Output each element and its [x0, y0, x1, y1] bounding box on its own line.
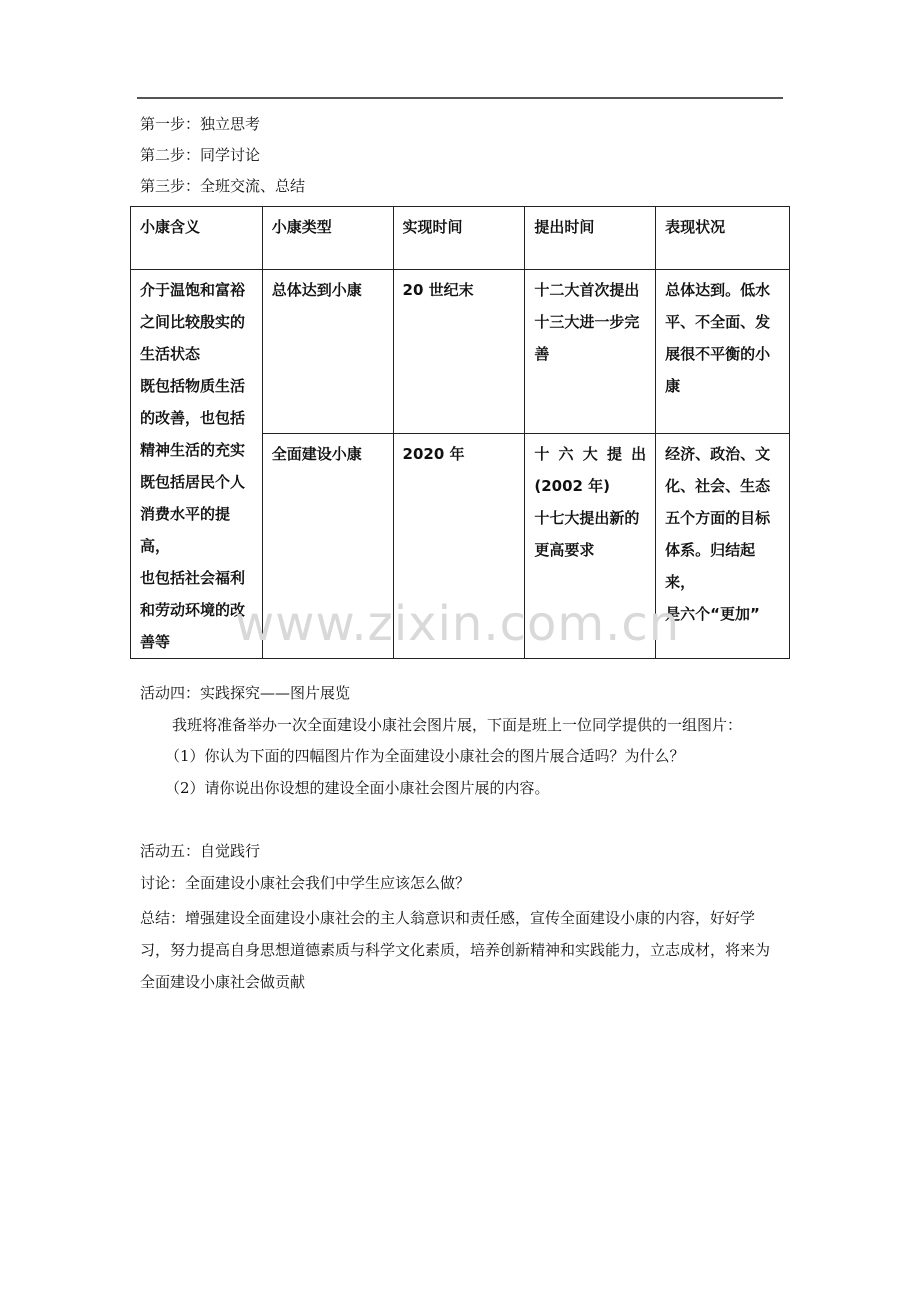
step-1: 第一步：独立思考 [140, 115, 261, 133]
header-rule [137, 97, 783, 99]
activity5-summary: 总结：增强建设全面建设小康社会的主人翁意识和责任感，宣传全面建设小康的内容，好好学习，努力提高自身思想道德素质与科学文化素质，培养创新精神和实践能力，立志成材，将来为全面建设小康社会做贡献 [140, 909, 771, 991]
type-cell: 全面建设小康 [262, 433, 393, 658]
proposed-line: 更高要求 [534, 540, 595, 559]
activity4-question-1: （1）你认为下面的四幅图片作为全面建设小康社会的图片展合适吗？为什么？ [165, 747, 685, 765]
header-meaning: 小康含义 [131, 207, 263, 270]
step-3: 第三步：全班交流、总结 [140, 177, 306, 195]
header-realization-time: 实现时间 [393, 207, 525, 270]
status-cell [656, 270, 790, 434]
header-proposed-time: 提出时间 [525, 207, 656, 270]
table-row [131, 270, 790, 434]
status-line: 五个方面的目标 [665, 508, 771, 527]
status-line: 经济、政治、文 [665, 444, 771, 463]
header-status: 表现状况 [656, 207, 790, 270]
meaning-line: 介于温饱和富裕 [140, 281, 246, 299]
header-type: 小康类型 [262, 207, 393, 270]
meaning-line: 生活状态 [140, 345, 201, 363]
meaning-line: 和劳动环境的改 [140, 601, 246, 619]
meaning-line: 之间比较殷实的 [140, 313, 246, 331]
meaning-line: 也包括社会福利 [140, 569, 246, 587]
time-cell: 2020 年 [393, 433, 525, 658]
meaning-line: 的改善，也包括 [140, 409, 246, 427]
status-line: 总体达到。低水 [665, 281, 771, 299]
status-line: 化、社会、生态 [665, 476, 771, 495]
proposed-line: 十三大进一步完 [534, 313, 640, 331]
activity5-title: 活动五：自觉践行 [140, 842, 261, 860]
proposed-cell [525, 270, 656, 434]
proposed-line: (2002 年) [534, 476, 611, 495]
status-line: 康 [665, 377, 681, 395]
meaning-line: 精神生活的充实 [140, 441, 246, 459]
status-line: 体系。归结起来， [665, 540, 756, 591]
proposed-line: 善 [534, 345, 550, 363]
status-line: 平、不全面、发 [665, 313, 771, 331]
type-cell: 总体达到小康 [262, 270, 393, 434]
table-header-row [131, 207, 790, 270]
proposed-line: 十二大首次提出 [534, 281, 640, 299]
proposed-line: 十六大提出 [534, 444, 647, 463]
watermark: www.zixin.com.cn [235, 596, 681, 652]
meaning-line: 既包括居民个人 [140, 473, 246, 491]
status-line: 是六个“更加” [665, 604, 760, 623]
activity4-intro: 我班将准备举办一次全面建设小康社会图片展，下面是班上一位同学提供的一组图片： [172, 716, 743, 734]
step-2: 第二步：同学讨论 [140, 146, 261, 164]
meaning-line: 既包括物质生活 [140, 377, 246, 395]
meaning-line: 消费水平的提高， [140, 505, 231, 555]
status-line: 展很不平衡的小 [665, 345, 771, 363]
activity5-discussion: 讨论：全面建设小康社会我们中学生应该怎么做？ [140, 874, 471, 892]
meaning-line: 善等 [140, 633, 171, 651]
time-cell: 20 世纪末 [393, 270, 525, 434]
xiaokang-table [130, 206, 790, 659]
activity4-title: 活动四：实践探究——图片展览 [140, 684, 351, 702]
proposed-line: 十七大提出新的 [534, 508, 640, 527]
activity4-question-2: （2）请你说出你设想的建设全面小康社会图片展的内容。 [165, 779, 550, 797]
